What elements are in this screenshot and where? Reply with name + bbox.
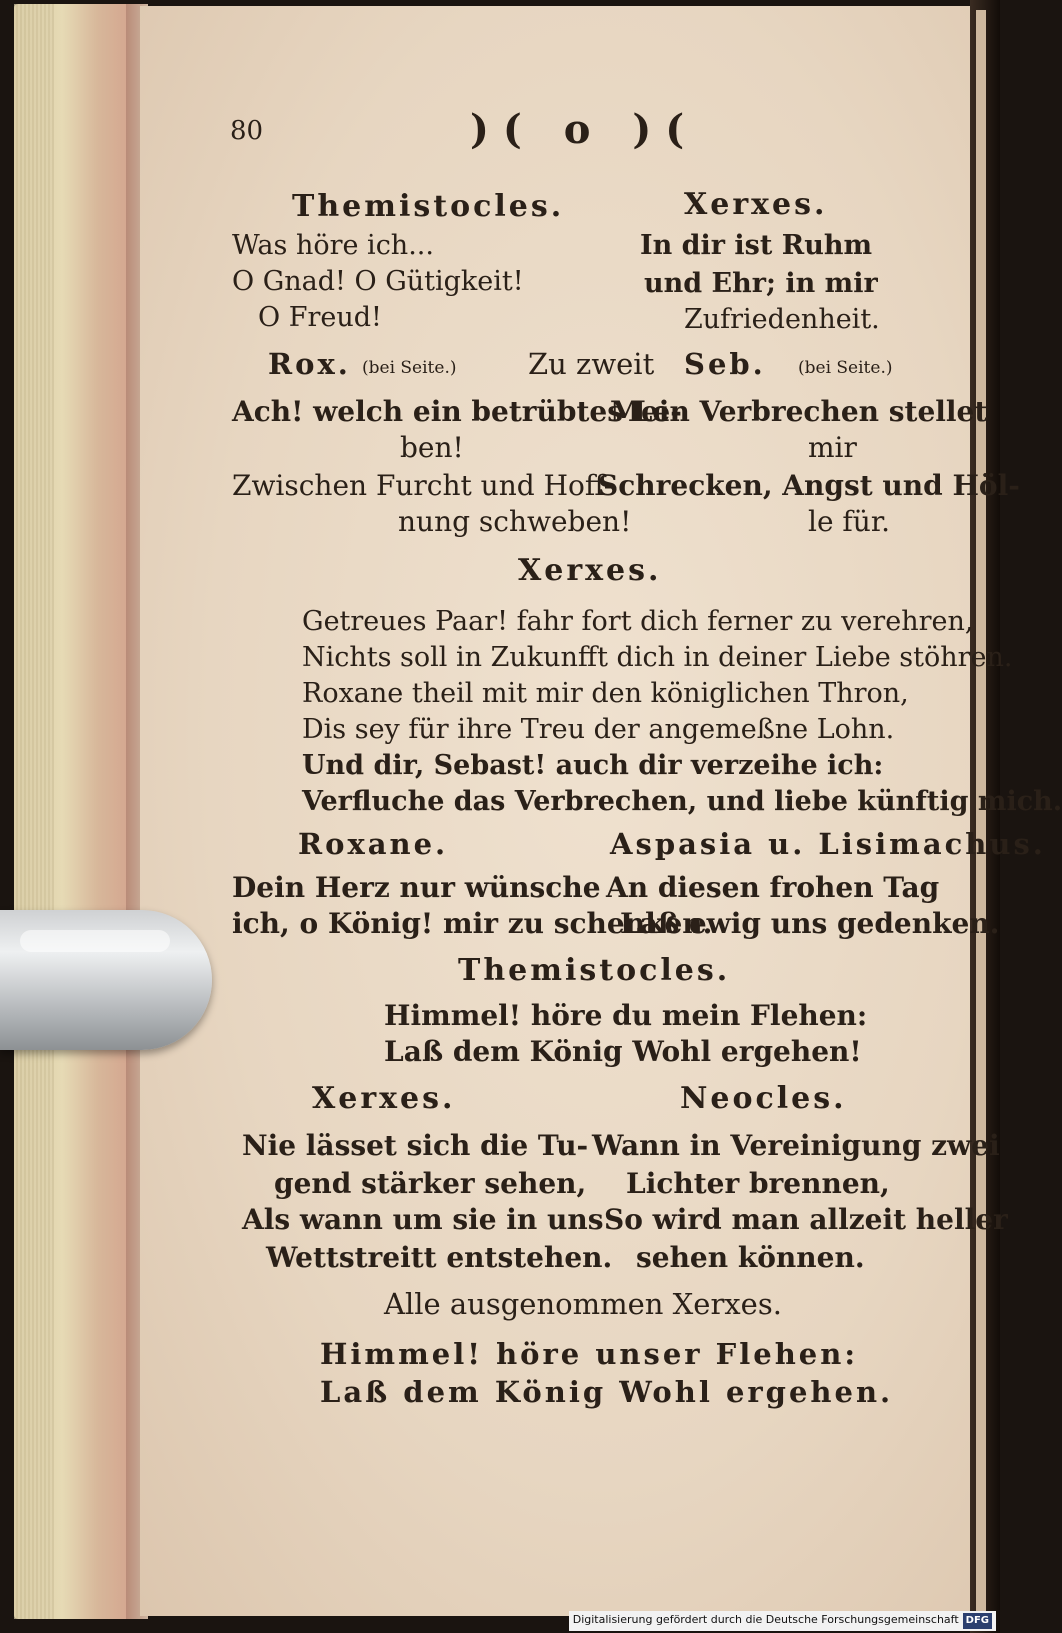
text-line: O Gnad! O Gütigkeit! xyxy=(232,266,524,297)
text-line: Und dir, Sebast! auch dir verzeihe ich: xyxy=(302,750,884,781)
heading-all-except-xerxes: Alle ausgenommen Xerxes. xyxy=(384,1287,782,1321)
text-line: Schrecken, Angst und Höl- xyxy=(598,469,1020,502)
heading-themistocles: Themistocles. xyxy=(458,953,731,988)
heading-xerxes: Xerxes. xyxy=(518,553,662,588)
page-number: 80 xyxy=(230,116,264,146)
heading-roxane: Roxane. xyxy=(298,827,449,861)
text-line: Mein Verbrechen stellet xyxy=(610,395,988,428)
text-line: Wann in Vereinigung zwei xyxy=(592,1129,1000,1162)
text-line: O Freud! xyxy=(258,302,382,333)
page-clip xyxy=(0,910,212,1050)
text-line: Himmel! höre du mein Flehen: xyxy=(384,999,868,1032)
speaker-seb: Seb. xyxy=(684,347,766,381)
text-line: ben! xyxy=(400,431,464,464)
text-line: Dein Herz nur wünsche xyxy=(232,871,601,904)
text-line: Nie lässet sich die Tu- xyxy=(242,1129,589,1162)
text-line: mir xyxy=(808,431,857,464)
text-line: Ach! welch ein betrübtes Le- xyxy=(232,395,682,428)
text-line: sehen können. xyxy=(636,1241,865,1274)
text-line: Zufriedenheit. xyxy=(684,304,880,335)
heading-aspasia-lisimachus: Aspasia u. Lisimachus. xyxy=(610,827,1046,861)
heading-xerxes: Xerxes. xyxy=(684,187,828,222)
header-ornament: )( o )( xyxy=(470,106,699,153)
text-line: le für. xyxy=(808,505,891,538)
page-edges-texture xyxy=(14,4,54,1619)
text-line: Roxane theil mit mir den königlichen Thron, xyxy=(302,678,909,709)
speaker-rox: Rox. xyxy=(268,347,351,381)
text-line: Getreues Paar! fahr fort dich ferner zu verehren, xyxy=(302,606,974,637)
credit-text: Digitalisierung gefördert durch die Deutsche Forschungsgemeinschaft xyxy=(572,1613,959,1626)
together-label: Zu zweit xyxy=(528,347,655,381)
digitization-credit xyxy=(569,1611,996,1631)
text-line: Himmel! höre unser Flehen: xyxy=(320,1337,859,1371)
stage-direction: (bei Seite.) xyxy=(798,358,893,378)
text-line: Was höre ich... xyxy=(232,230,434,261)
heading-xerxes: Xerxes. xyxy=(312,1081,456,1116)
text-line: Laß ewig uns gedenken. xyxy=(620,907,1000,940)
heading-themistocles: Themistocles. xyxy=(292,189,565,224)
text-line: In dir ist Ruhm xyxy=(640,230,873,261)
text-line: nung schweben! xyxy=(398,505,632,538)
text-line: Nichts soll in Zukunfft dich in deiner Liebe stöhren. xyxy=(302,642,1013,673)
text-line: Lichter brennen, xyxy=(626,1167,890,1200)
text-line: und Ehr; in mir xyxy=(644,268,878,299)
heading-neocles: Neocles. xyxy=(680,1081,847,1116)
text-line: Dis sey für ihre Treu der angemeßne Lohn. xyxy=(302,714,895,745)
text-line: Wettstreitt entstehen. xyxy=(266,1241,613,1274)
stage-direction: (bei Seite.) xyxy=(362,358,457,378)
text-line: Verfluche das Verbrechen, und liebe künftig mich. xyxy=(302,786,1062,817)
text-line: Laß dem König Wohl ergehen. xyxy=(320,1375,894,1409)
text-line: So wird man allzeit heller xyxy=(604,1203,1008,1236)
text-line: ich, o König! mir zu schenken. xyxy=(232,907,713,940)
text-line: Zwischen Furcht und Hoff- xyxy=(232,469,614,502)
text-line: Als wann um sie in uns xyxy=(242,1203,604,1236)
text-line: Laß dem König Wohl ergehen! xyxy=(384,1035,862,1068)
text-line: An diesen frohen Tag xyxy=(606,871,940,904)
text-line: gend stärker sehen, xyxy=(274,1167,587,1200)
dfg-logo: DFG xyxy=(963,1613,992,1629)
